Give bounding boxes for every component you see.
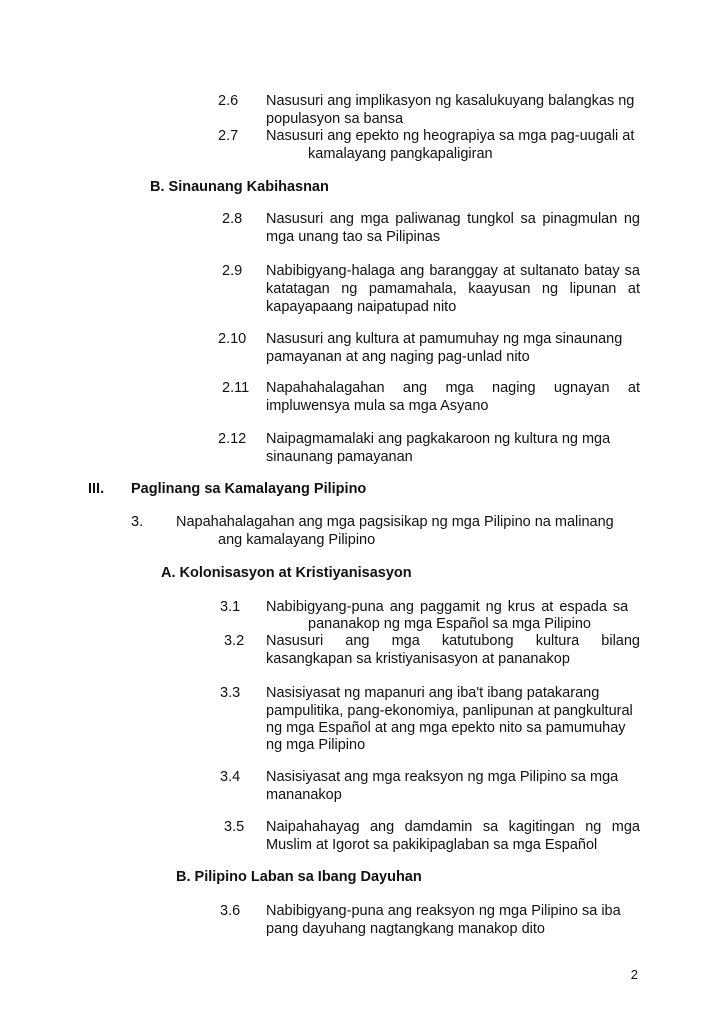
item-number: 2.6	[218, 93, 239, 109]
item-text-line: pampulitika, pang-ekonomiya, panlipunan at pangkultural	[266, 703, 633, 719]
item-text-line: Naipahahayag ang damdamin sa kagitingan ng mga	[266, 819, 640, 835]
item-text-line: ng mga Español at ang mga epekto nito sa pamumuhay	[266, 720, 626, 736]
item-text-line: Nasusuri ang mga paliwanag tungkol sa pinagmulan ng	[266, 211, 640, 227]
item-text-line: kapayapaang naipatupad nito	[266, 299, 457, 315]
part-roman-numeral: III.	[88, 481, 105, 497]
item-number: 3.1	[220, 599, 241, 615]
item-text-line: katatagan ng pamamahala, kaayusan ng lipunan at	[266, 281, 640, 297]
item-text-line: populasyon sa bansa	[266, 111, 404, 127]
item-text-line: Nasisiyasat ang mga reaksyon ng mga Pilipino sa mga	[266, 769, 619, 785]
section-heading: B. Pilipino Laban sa Ibang Dayuhan	[176, 869, 422, 885]
item-number: 2.9	[222, 263, 243, 279]
item-number: 2.7	[218, 128, 239, 144]
item-text-line: Nasisiyasat ng mapanuri ang iba't ibang patakarang	[266, 685, 600, 701]
item-text-line: mga unang tao sa Pilipinas	[266, 229, 441, 245]
section-heading: A. Kolonisasyon at Kristiyanisasyon	[161, 565, 412, 581]
item-text-line: Nasusuri ang implikasyon ng kasalukuyang balangkas ng	[266, 93, 635, 109]
item-number: 3.3	[220, 685, 241, 701]
item-text-line: Napahahalagahan ang mga pagsisikap ng mga Pilipino na malinang	[176, 514, 614, 530]
item-text-line: kamalayang pangkapaligiran	[308, 146, 493, 162]
item-text-line: pamayanan at ang naging pag-unlad nito	[266, 349, 530, 365]
item-text-line: impluwensya mula sa mga Asyano	[266, 398, 489, 414]
item-number: 3.5	[224, 819, 245, 835]
item-text-line: Muslim at Igorot sa pakikipaglaban sa mga Español	[266, 837, 598, 853]
section-heading: B. Sinaunang Kabihasnan	[150, 179, 329, 195]
item-number: 2.12	[218, 431, 247, 447]
page-number: 2	[630, 967, 638, 982]
item-number: 3.6	[220, 903, 241, 919]
item-text-line: Nabibigyang-puna ang paggamit ng krus at espada sa	[266, 599, 629, 615]
item-text-line: sinaunang pamayanan	[266, 449, 413, 465]
item-text-line: kasangkapan sa kristiyanisasyon at pananakop	[266, 651, 570, 667]
item-text-line: Naipagmamalaki ang pagkakaroon ng kultura ng mga	[266, 431, 611, 447]
item-number: 2.10	[218, 331, 247, 347]
item-number: 3.	[131, 514, 144, 530]
item-text-line: ang kamalayang Pilipino	[218, 532, 376, 548]
item-number: 3.4	[220, 769, 241, 785]
item-text-line: mananakop	[266, 787, 342, 803]
item-text-line: pananakop ng mga Español sa mga Pilipino	[308, 616, 591, 632]
item-text-line: ng mga Pilipino	[266, 737, 366, 753]
item-text-line: Nabibigyang-puna ang reaksyon ng mga Pilipino sa iba	[266, 903, 621, 919]
part-title: Paglinang sa Kamalayang Pilipino	[131, 481, 367, 497]
item-text-line: pang dayuhang nagtangkang manakop dito	[266, 921, 545, 937]
item-text-line: Nasusuri ang epekto ng heograpiya sa mga pag-uugali at	[266, 128, 635, 144]
item-text-line: Napahahalagahan ang mga naging ugnayan at	[266, 380, 640, 396]
item-text-line: Nabibigyang-halaga ang baranggay at sultanato batay sa	[266, 263, 640, 279]
item-number: 3.2	[224, 633, 245, 649]
item-number: 2.11	[222, 380, 250, 396]
item-text-line: Nasusuri ang mga katutubong kultura bilang	[266, 633, 640, 649]
item-number: 2.8	[222, 211, 243, 227]
item-text-line: Nasusuri ang kultura at pamumuhay ng mga sinaunang	[266, 331, 623, 347]
